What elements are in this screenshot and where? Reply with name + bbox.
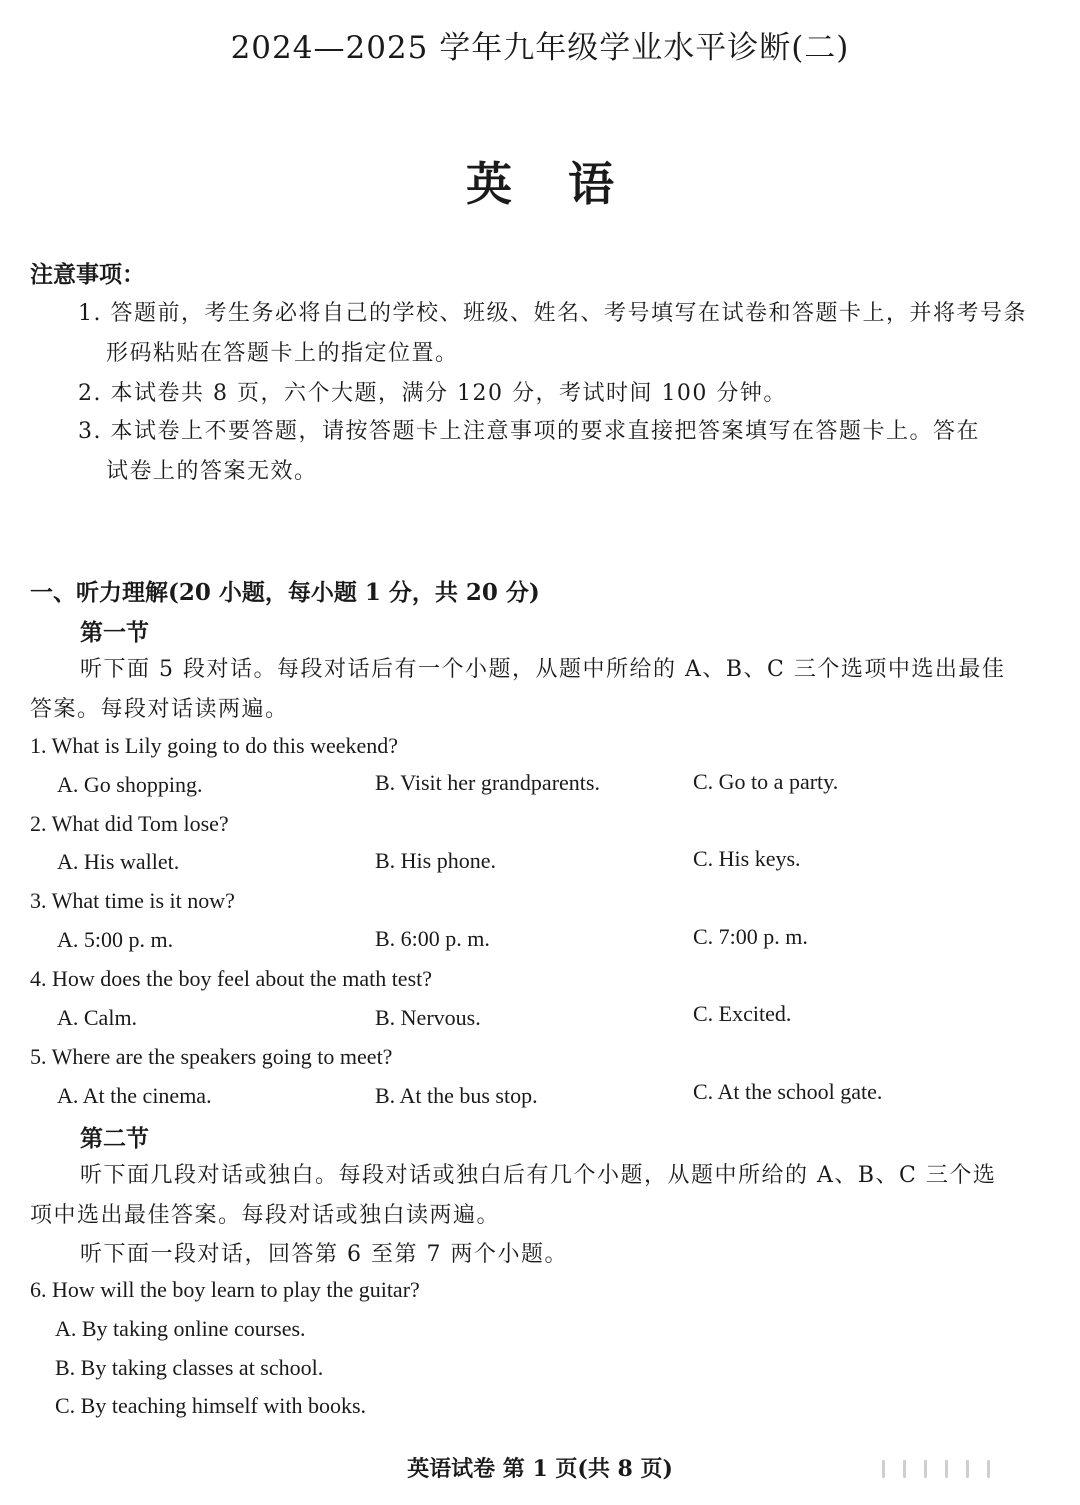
subject-title: 英语	[466, 157, 670, 211]
question-5-option-c: C. At the school gate.	[693, 1079, 883, 1104]
question-3-option-a: A. 5:00 p. m.	[57, 927, 174, 952]
question-6: 6. How will the boy learn to play the guitar?	[30, 1277, 420, 1302]
question-2-option-c: C. His keys.	[693, 846, 801, 871]
question-5-option-a: A. At the cinema.	[57, 1083, 212, 1108]
notice-line-1: 1. 答题前，考生务必将自己的学校、班级、姓名、考号填写在试卷和答题卡上，并将考号条	[78, 301, 1027, 326]
question-2: 2. What did Tom lose?	[30, 811, 229, 836]
question-3-option-c: C. 7:00 p. m.	[693, 924, 808, 949]
question-5: 5. Where are the speakers going to meet?	[30, 1044, 393, 1069]
notice-line-3-cont: 试卷上的答案无效。	[106, 459, 318, 484]
notice-heading: 注意事项：	[30, 261, 145, 288]
part1-instruction-line-1: 听下面 5 段对话。每段对话后有一个小题，从题中所给的 A、B、C 三个选项中选出最佳	[80, 657, 1006, 682]
page-footer: 英语试卷 第 1 页(共 8 页)	[407, 1456, 673, 1482]
notice-line-1-cont: 形码粘贴在答题卡上的指定位置。	[106, 341, 459, 366]
question-2-option-a: A. His wallet.	[57, 849, 180, 874]
part2-instruction-line-3: 听下面一段对话，回答第 6 至第 7 两个小题。	[80, 1242, 568, 1267]
question-1-option-b: B. Visit her grandparents.	[375, 770, 600, 795]
question-1-option-c: C. Go to a party.	[693, 769, 839, 794]
question-3: 3. What time is it now?	[30, 888, 235, 913]
section-heading-listening: 一、听力理解(20 小题，每小题 1 分，共 20 分)	[30, 579, 540, 606]
page-edge-marks	[882, 1460, 1062, 1482]
part2-instruction-line-1: 听下面几段对话或独白。每段对话或独白后有几个小题，从题中所给的 A、B、C 三个选	[80, 1163, 997, 1188]
question-6-option-a: A. By taking online courses.	[55, 1316, 306, 1341]
part-title-1: 第一节	[80, 619, 149, 646]
part-title-2: 第二节	[80, 1125, 149, 1152]
question-2-option-b: B. His phone.	[375, 848, 496, 873]
notice-line-2: 2. 本试卷共 8 页，六个大题，满分 120 分，考试时间 100 分钟。	[78, 381, 787, 406]
part2-instruction-line-2: 项中选出最佳答案。每段对话或独白读两遍。	[30, 1203, 501, 1228]
exam-title: 2024—2025 学年九年级学业水平诊断(二)	[230, 30, 850, 66]
question-4-option-c: C. Excited.	[693, 1001, 792, 1026]
notice-line-3: 3. 本试卷上不要答题，请按答题卡上注意事项的要求直接把答案填写在答题卡上。答在	[78, 419, 980, 444]
question-6-option-c: C. By teaching himself with books.	[55, 1393, 367, 1418]
question-3-option-b: B. 6:00 p. m.	[375, 926, 490, 951]
question-5-option-b: B. At the bus stop.	[375, 1083, 538, 1108]
question-1-option-a: A. Go shopping.	[57, 772, 203, 797]
question-4: 4. How does the boy feel about the math test?	[30, 966, 433, 991]
question-6-option-b: B. By taking classes at school.	[55, 1355, 324, 1380]
question-4-option-a: A. Calm.	[57, 1005, 138, 1030]
question-4-option-b: B. Nervous.	[375, 1005, 481, 1030]
part1-instruction-line-2: 答案。每段对话读两遍。	[30, 697, 289, 722]
question-1: 1. What is Lily going to do this weekend?	[30, 733, 399, 758]
